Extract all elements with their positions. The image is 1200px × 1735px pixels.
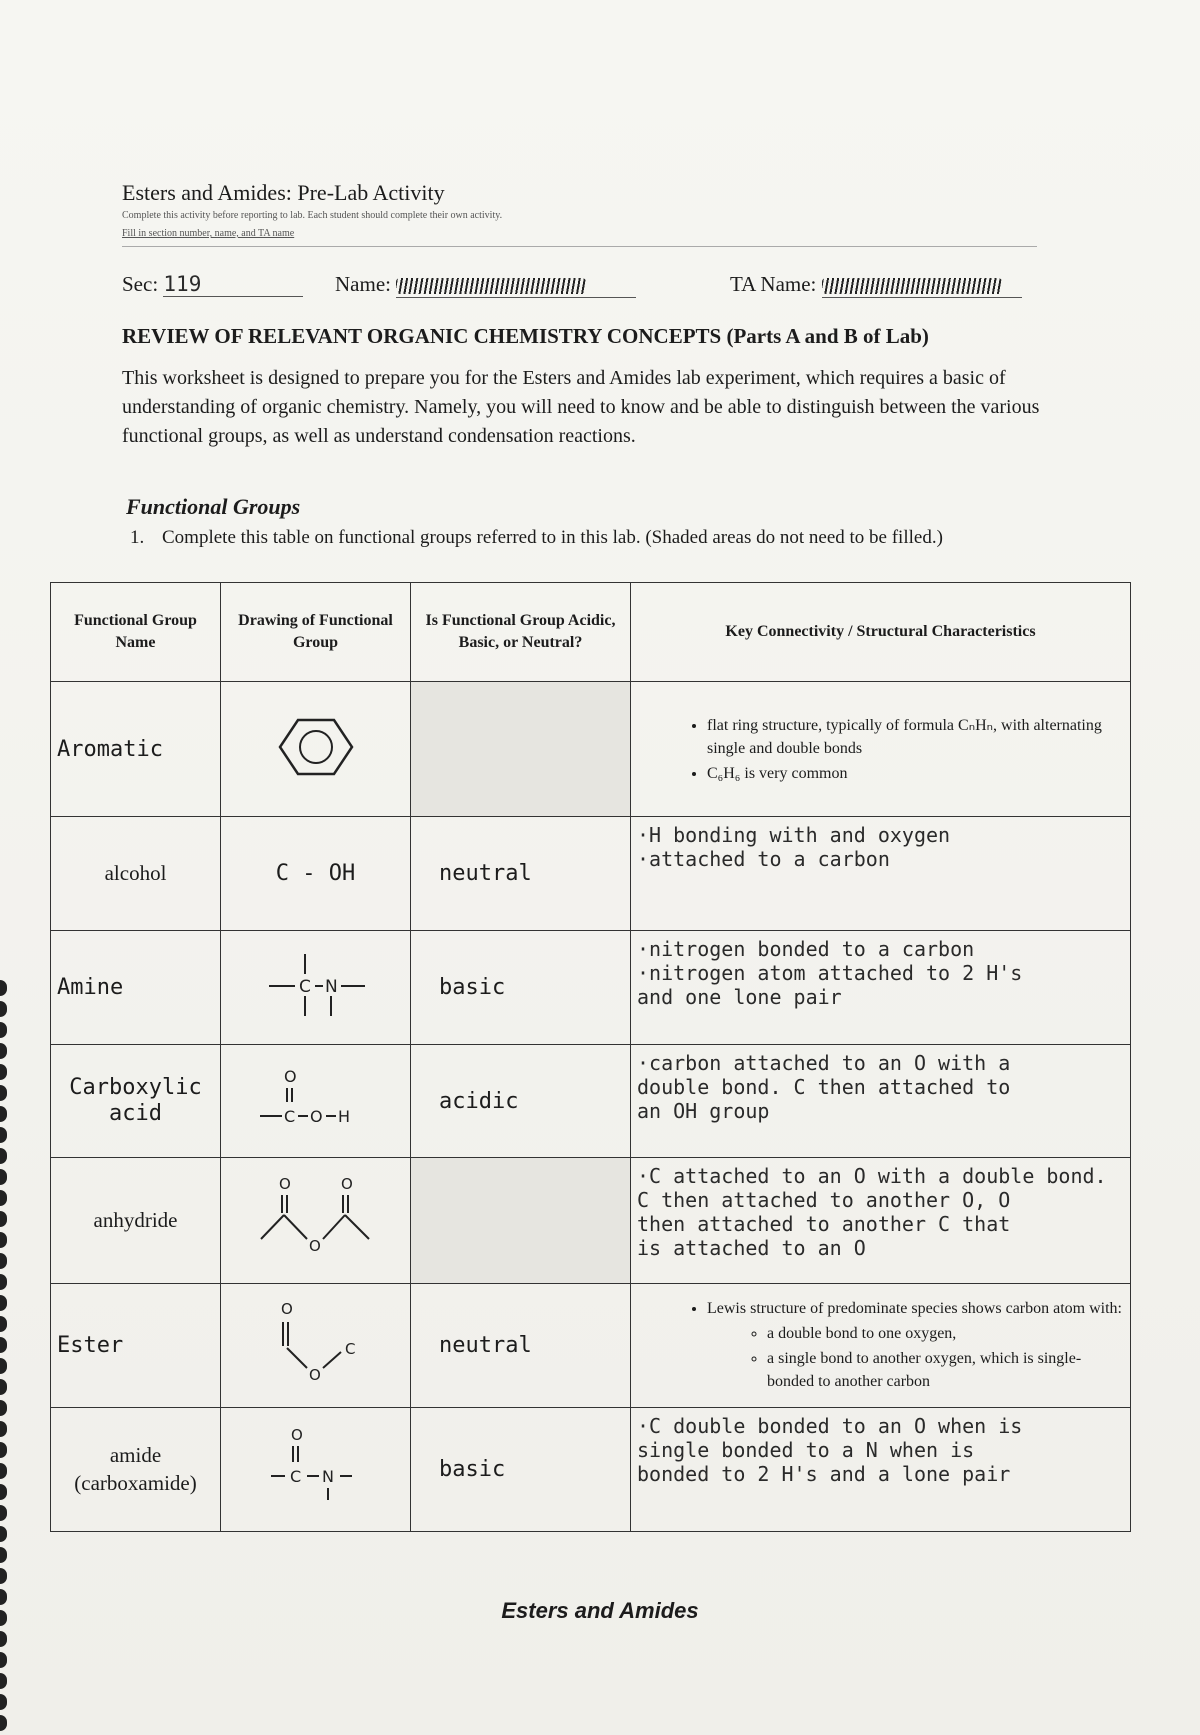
ester-char-main-text: Lewis structure of predominate species shows carbon atom with: — [707, 1300, 1122, 1318]
carboxylic-acid-drawing[interactable] — [221, 1045, 411, 1157]
section-value: 119 — [163, 272, 303, 297]
carboxylic-acid-name[interactable] — [51, 1045, 221, 1157]
table-row-amide — [51, 1407, 1131, 1531]
header-divider — [122, 246, 1037, 247]
amide-name — [51, 1407, 221, 1531]
carboxylic-char-3: an OH group — [637, 1099, 770, 1124]
name-value — [396, 272, 636, 298]
alcohol-drawing[interactable]: C - OH — [221, 817, 411, 931]
worksheet-subtitle: Complete this activity before reporting to lab. Each student should complete their own activity. — [122, 210, 503, 221]
carboxylic-name-line1: Carboxylic — [69, 1075, 202, 1100]
benzene-ring-drawing — [276, 716, 356, 778]
table-row-alcohol — [51, 817, 1131, 931]
svg-text:O: O — [308, 1365, 321, 1384]
header-acidity: Is Functional Group Acidic, Basic, or Neutral? — [411, 583, 631, 682]
amide-char-1: ·C double bonded to an O when is — [637, 1413, 1023, 1438]
alcohol-char-1: ·H bonding with and oxygen — [637, 823, 951, 848]
intro-paragraph: This worksheet is designed to prepare you for the Esters and Amides lab experiment, which requires a basic of understanding of organic chemistry. Namely, you will need to know and be able to distinguish between the various functional groups, as well as understand condensation reactions. — [122, 367, 1040, 447]
ta-name-value — [822, 272, 1022, 298]
amine-char-1: ·nitrogen bonded to a carbon — [637, 937, 975, 962]
amide-structure-drawing — [261, 1422, 371, 1512]
anhydride-char-4: is attached to an O — [637, 1235, 866, 1260]
table-row-aromatic — [51, 682, 1131, 817]
worksheet-instruction: Fill in section number, name, and TA name — [122, 228, 295, 239]
table-row-ester — [51, 1283, 1131, 1407]
amide-name-line2: (carboxamide) — [74, 1471, 197, 1496]
carboxylic-acid-acidity[interactable]: acidic — [411, 1045, 631, 1157]
ester-char-main — [707, 1297, 1124, 1393]
carboxylic-name-line2: acid — [109, 1101, 162, 1126]
amine-drawing[interactable] — [221, 931, 411, 1045]
amide-characteristics[interactable] — [631, 1407, 1131, 1531]
header-characteristics: Key Connectivity / Structural Characteristics — [631, 583, 1131, 682]
svg-text:O: O — [308, 1236, 321, 1255]
header-name: Functional Group Name — [51, 583, 221, 682]
svg-text:O: O — [290, 1425, 303, 1444]
amine-structure-drawing — [261, 950, 371, 1020]
svg-text:O: O — [278, 1174, 291, 1193]
ester-char-sub-2: ◦ a single bond to another oxygen, which is single-bonded to another carbon — [767, 1347, 1124, 1393]
name-field — [335, 272, 636, 298]
svg-text:O: O — [309, 1106, 323, 1126]
ester-char-sub-1: ◦ a double bond to one oxygen, — [767, 1322, 1124, 1345]
amine-acidity[interactable]: basic — [411, 931, 631, 1045]
table-row-carboxylic-acid — [51, 1045, 1131, 1157]
functional-groups-heading: Functional Groups — [126, 494, 301, 519]
alcohol-name: alcohol — [51, 817, 221, 931]
amide-char-2: single bonded to a N when is — [637, 1437, 975, 1462]
section-heading: REVIEW OF RELEVANT ORGANIC CHEMISTRY CONCEPTS (Parts A and B of Lab) — [122, 324, 929, 348]
amine-char-2: ·nitrogen atom attached to 2 H's — [637, 961, 1023, 986]
ta-name-field — [730, 272, 1022, 298]
redacted-name-scribble — [396, 278, 586, 294]
svg-text:C: C — [344, 1339, 355, 1358]
section-label: Sec: — [122, 272, 159, 296]
anhydride-char-3: then attached to another C that — [637, 1211, 1011, 1236]
ester-acidity[interactable]: neutral — [411, 1283, 631, 1407]
svg-text:C: C — [289, 1466, 301, 1486]
amide-acidity[interactable]: basic — [411, 1407, 631, 1531]
carboxylic-acid-characteristics[interactable] — [631, 1045, 1131, 1157]
name-label: Name: — [335, 272, 391, 296]
aromatic-acidity-shaded — [411, 682, 631, 817]
amine-char-3: and one lone pair — [637, 985, 842, 1010]
svg-text:O: O — [283, 1066, 297, 1086]
aromatic-name[interactable]: Aromatic — [51, 682, 221, 817]
aromatic-drawing — [221, 682, 411, 817]
table-header-row — [51, 583, 1131, 682]
svg-text:O: O — [280, 1299, 293, 1318]
carboxylic-acid-structure-drawing — [256, 1064, 376, 1134]
amine-name[interactable]: Amine — [51, 931, 221, 1045]
alcohol-acidity[interactable]: neutral — [411, 817, 631, 931]
svg-text:O: O — [340, 1174, 353, 1193]
svg-text:H: H — [337, 1106, 350, 1126]
aromatic-char-2: • C₆H₆ is very common — [707, 762, 1124, 785]
table-row-amine — [51, 931, 1131, 1045]
anhydride-characteristics[interactable] — [631, 1157, 1131, 1283]
carboxylic-char-2: double bond. C then attached to — [637, 1075, 1011, 1100]
anhydride-name: anhydride — [51, 1157, 221, 1283]
anhydride-char-2: C then attached to another O, O — [637, 1187, 1011, 1212]
anhydride-structure-drawing — [251, 1173, 381, 1263]
functional-groups-table — [50, 582, 1131, 1532]
amine-characteristics[interactable] — [631, 931, 1131, 1045]
svg-text:N: N — [321, 1466, 334, 1486]
ester-name[interactable]: Ester — [51, 1283, 221, 1407]
aromatic-characteristics — [631, 682, 1131, 817]
alcohol-char-2: ·attached to a carbon — [637, 847, 890, 872]
table-row-anhydride — [51, 1157, 1131, 1283]
ester-structure-drawing — [261, 1298, 371, 1388]
svg-text:C: C — [283, 1106, 295, 1126]
anhydride-acidity-shaded — [411, 1157, 631, 1283]
alcohol-characteristics[interactable] — [631, 817, 1131, 931]
anhydride-drawing — [221, 1157, 411, 1283]
amide-drawing[interactable] — [221, 1407, 411, 1531]
ester-drawing[interactable] — [221, 1283, 411, 1407]
question-text: Complete this table on functional groups referred to in this lab. (Shaded areas do not need to be filled.) — [162, 527, 943, 548]
carboxylic-char-1: ·carbon attached to an O with a — [637, 1051, 1011, 1076]
question-1 — [130, 526, 1030, 550]
amide-name-line1: amide — [109, 1443, 162, 1468]
section-field — [122, 272, 303, 297]
anhydride-char-1: ·C attached to an O with a double bond. — [637, 1163, 1107, 1188]
worksheet-title: Esters and Amides: Pre-Lab Activity — [122, 180, 445, 205]
redacted-ta-scribble — [822, 278, 1002, 294]
header-drawing: Drawing of Functional Group — [221, 583, 411, 682]
ester-characteristics — [631, 1283, 1131, 1407]
amide-char-3: bonded to 2 H's and a lone pair — [637, 1461, 1011, 1486]
page-footer: Esters and Amides — [501, 1598, 699, 1623]
question-number: 1. — [130, 527, 145, 548]
ta-name-label: TA Name: — [730, 272, 817, 296]
svg-text:N: N — [324, 977, 338, 998]
aromatic-char-1: • flat ring structure, typically of formula CₙHₙ, with alternating single and double bonds — [707, 714, 1124, 760]
svg-text:C: C — [298, 977, 311, 998]
